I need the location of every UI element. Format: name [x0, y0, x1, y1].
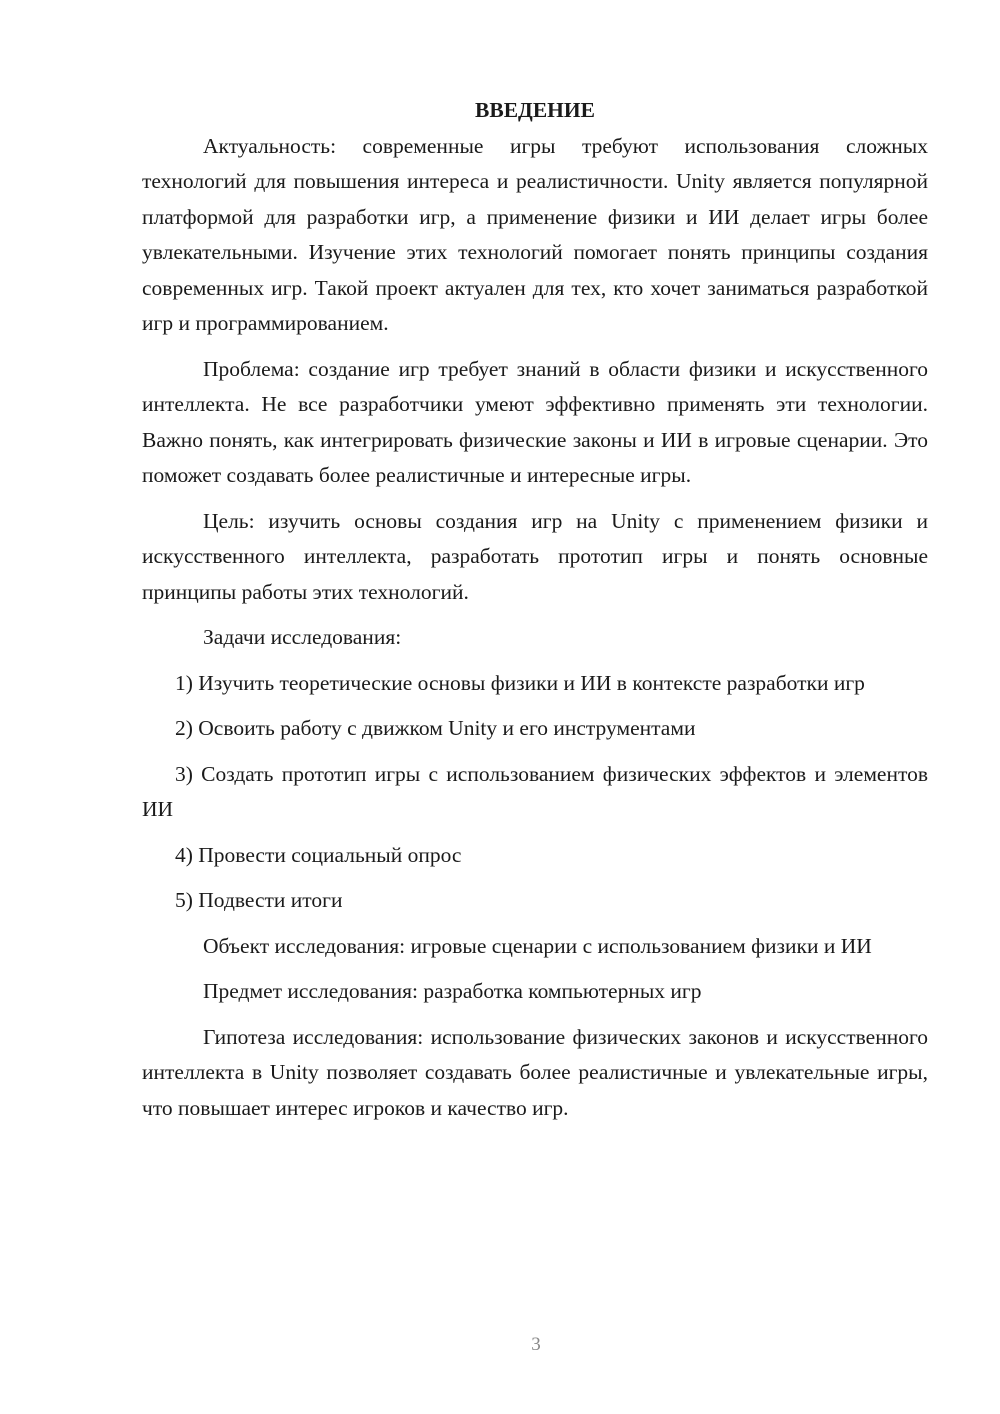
- tasks-heading: Задачи исследования:: [203, 625, 402, 649]
- list-item: 5) Подвести итоги: [175, 888, 343, 912]
- paragraph-object: Объект исследования: игровые сценарии с использованием физики и ИИ: [203, 933, 872, 958]
- list-item: 2) Освоить работу с движком Unity и его инструментами: [175, 716, 696, 740]
- page-number: 3: [531, 1334, 541, 1355]
- paragraph-problem: Проблема: создание игр требует знаний в области физики и искусственного интеллекта. Не все разработчики умеют эффективно применять эти технологии. Важно понять, как интегрировать физические законы и ИИ в игровые сценарии. Это поможет создавать более реалистичные и интересные игры.: [142, 356, 928, 487]
- list-item: 3) Создать прототип игры с использованием физических эффектов и элементов ИИ: [142, 761, 928, 821]
- page-title: ВВЕДЕНИЕ: [475, 98, 595, 122]
- paragraph-subject: Предмет исследования: разработка компьютерных игр: [203, 979, 702, 1003]
- list-item: 1) Изучить теоретические основы физики и ИИ в контексте разработки игр: [175, 670, 865, 695]
- paragraph-relevance: Актуальность: современные игры требуют использования сложных технологий для повышения интереса и реалистичности. Unity является популярной платформой для разработки игр, а применение физики и ИИ делает игры более увлекательными. Изучение этих технологий помогает понять принципы создания современных игр. Такой проект актуален для тех, кто хочет заниматься разработкой игр и программированием.: [142, 133, 928, 335]
- tasks-list: [142, 666, 928, 919]
- paragraph-hypothesis: Гипотеза исследования: использование физических законов и искусственного интеллекта в Unity позволяет создавать более реалистичные и увлекательные игры, что повышает интерес игроков и качество игр.: [142, 1024, 928, 1120]
- paragraph-goal: Цель: изучить основы создания игр на Unity с применением физики и искусственного интеллекта, разработать прототип игры и понять основные принципы работы этих технологий.: [142, 508, 928, 604]
- list-item: 4) Провести социальный опрос: [175, 842, 462, 867]
- page-content: [142, 93, 928, 1136]
